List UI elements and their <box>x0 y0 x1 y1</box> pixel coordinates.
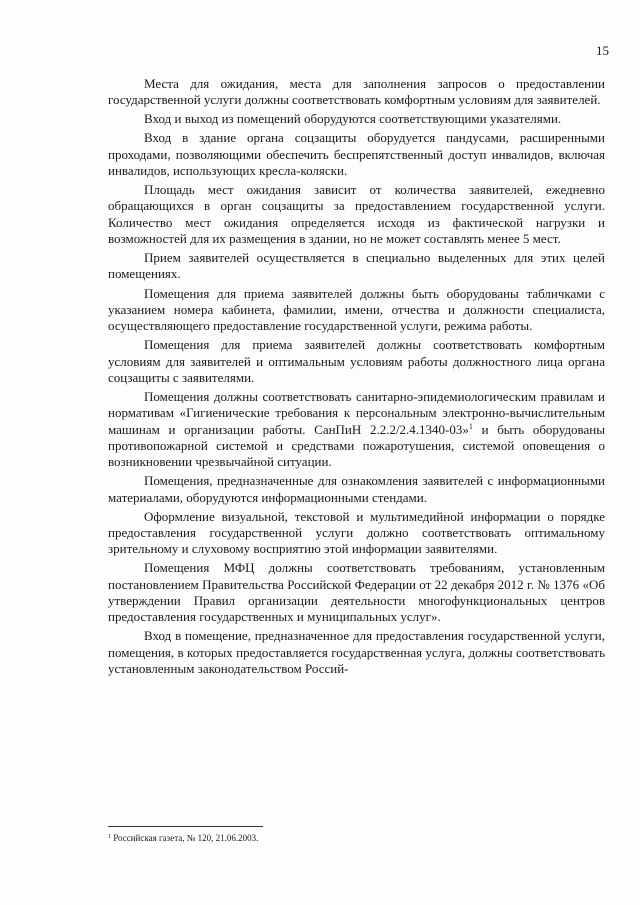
paragraph-info-stands: Помещения, предназначенные для ознакомления заявителей с информационными материалами, оборудуются информационными стендами. <box>108 473 605 505</box>
paragraph-ramps: Вход в здание органа соцзащиты оборудуется пандусами, расширенными проходами, позволяющими обеспечить беспрепятственный доступ инвалидов, включая инвалидов, использующих кресла-коляски. <box>108 130 605 179</box>
sanitary-text-end: и быть оборудованы противопожарной системой и средствами пожаротушения, системой оповещения о возникновении чрезвычайной ситуации. <box>108 421 605 470</box>
paragraph-sanitary-rules <box>108 389 605 470</box>
paragraph-reception-rooms: Прием заявителей осуществляется в специально выделенных для этих целей помещениях. <box>108 250 605 282</box>
footnote-mark: 1 <box>108 834 111 840</box>
page-number: 15 <box>596 43 609 58</box>
paragraph-entrance-accessibility: Вход в помещение, предназначенное для предоставления государственной услуги, помещения, в которых предоставляется государственная услуга, должны соответствовать установленным законодательством Россий- <box>108 628 605 676</box>
paragraph-info-design: Оформление визуальной, текстовой и мультимедийной информации о порядке предоставления государственной услуги должно соответствовать оптимальному зрительному и слуховому восприятию этой информации заявителями. <box>108 508 605 557</box>
footnote-reference: 1 <box>468 421 473 431</box>
body-text <box>108 76 605 680</box>
paragraph-waiting-area: Площадь мест ожидания зависит от количества заявителей, ежедневно обращающихся в орган соцзащиты за предоставлением государственной услуги. Количество мест ожидания определяется исходя из фактической нагрузки и возможностей для их размещения в здании, но не может составлять менее 5 мест. <box>108 182 605 247</box>
paragraph-door-plates: Помещения для приема заявителей должны быть оборудованы табличками с указанием номера кабинета, фамилии, имени, отчества и должности специалиста, осуществляющего предоставление государственной услуги, режима работы. <box>108 285 605 334</box>
paragraph-mfc-requirements: Помещения МФЦ должны соответствовать требованиям, установленным постановлением Правительства Российской Федерации от 22 декабря 2012 г. № 1376 «Об утверждении Правил организации деятельности многофункциональных центров предоставления государственных и муниципальных услуг». <box>108 560 605 625</box>
paragraph-waiting-places: Места для ожидания, места для заполнения запросов о предоставлении государственной услуги должны соответствовать комфортным условиям для заявителей. <box>108 76 605 108</box>
paragraph-comfort-conditions: Помещения для приема заявителей должны соответствовать комфортным условиям для заявителей и оптимальным условиям работы должностного лица органа соцзащиты с заявителями. <box>108 337 605 385</box>
footnote-text: Российская газета, № 120, 21.06.2003. <box>111 833 259 843</box>
sanitary-text-start: Помещения должны соответствовать санитарно-эпидемиологическим правилам и нормативам «Гигиенические требования к персональным электронно-вычислительным машинам и организации работы. СанПиН 2.2.2/2.4.1340-03» <box>108 388 605 437</box>
footnote-divider <box>108 826 263 827</box>
footnote <box>108 833 605 844</box>
paragraph-entrance-signs: Вход и выход из помещений оборудуются соответствующими указателями. <box>144 111 562 127</box>
